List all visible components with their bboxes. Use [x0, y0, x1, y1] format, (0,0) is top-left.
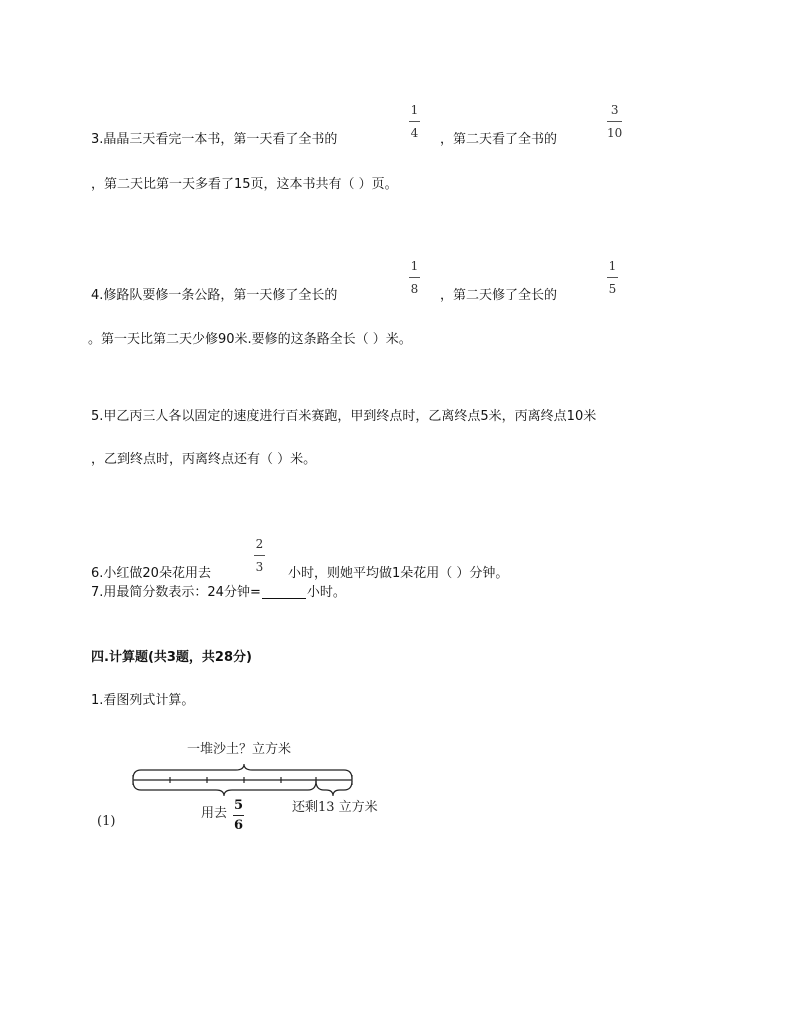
q4-frac2-num: 1	[608, 259, 617, 273]
diagram-remain-label: 还剩13 立方米	[292, 800, 378, 815]
q3-frac2-num: 3	[610, 103, 619, 117]
q3-frac2-den: 10	[607, 126, 623, 140]
section-heading: 四.计算题(共3题，共28分)	[91, 650, 252, 665]
diagram-used-label: 用去	[201, 806, 228, 821]
q4-text-a: 4.修路队要修一条公路，第一天修了全长的	[91, 288, 338, 303]
q6-text-a: 6.小红做20朵花用去	[91, 566, 211, 581]
used-frac-num: 5	[233, 798, 244, 813]
diagram-index: (1)	[97, 814, 116, 829]
diagram-top-label: 一堆沙土？立方米	[187, 742, 292, 757]
q5-text-a: 5.甲乙丙三人各以固定的速度进行百米赛跑，甲到终点时，乙离终点5米，丙离终点10米	[91, 409, 597, 424]
q7-text-a: 7.用最简分数表示：24分钟=	[91, 585, 261, 600]
used-frac-den: 6	[233, 818, 244, 833]
q4-frac1-num: 1	[410, 259, 419, 273]
q6-text-b: 小时，则她平均做1朵花用（ ）分钟。	[288, 566, 509, 581]
diagram-used-fraction	[233, 798, 244, 833]
fraction-bar	[233, 815, 244, 816]
used-brace	[133, 781, 316, 796]
q6-frac-num: 2	[255, 537, 264, 551]
q6-frac-den: 3	[255, 560, 264, 574]
q3-text-a: 3.晶晶三天看完一本书，第一天看了全书的	[91, 132, 338, 147]
q5-text-b: ，乙到终点时，丙离终点还有（ ）米。	[91, 452, 317, 467]
q3-frac1-den: 4	[410, 126, 419, 140]
q3-text-b: ，第二天看了全书的	[440, 132, 558, 147]
q4-text-b: ，第二天修了全长的	[440, 288, 558, 303]
top-brace	[133, 764, 352, 779]
remain-brace	[316, 781, 352, 796]
q7-text-b: 小时。	[306, 585, 346, 600]
q4-frac1-den: 8	[410, 282, 419, 296]
section-q1-text: 1.看图列式计算。	[91, 693, 195, 708]
q3-text-c: ，第二天比第一天多看了15页，这本书共有（ ）页。	[91, 177, 398, 192]
q4-frac2-den: 5	[608, 282, 617, 296]
q4-text-c: 。第一天比第二天少修90米.要修的这条路全长（ ）米。	[88, 332, 412, 347]
q3-frac1-num: 1	[410, 103, 419, 117]
